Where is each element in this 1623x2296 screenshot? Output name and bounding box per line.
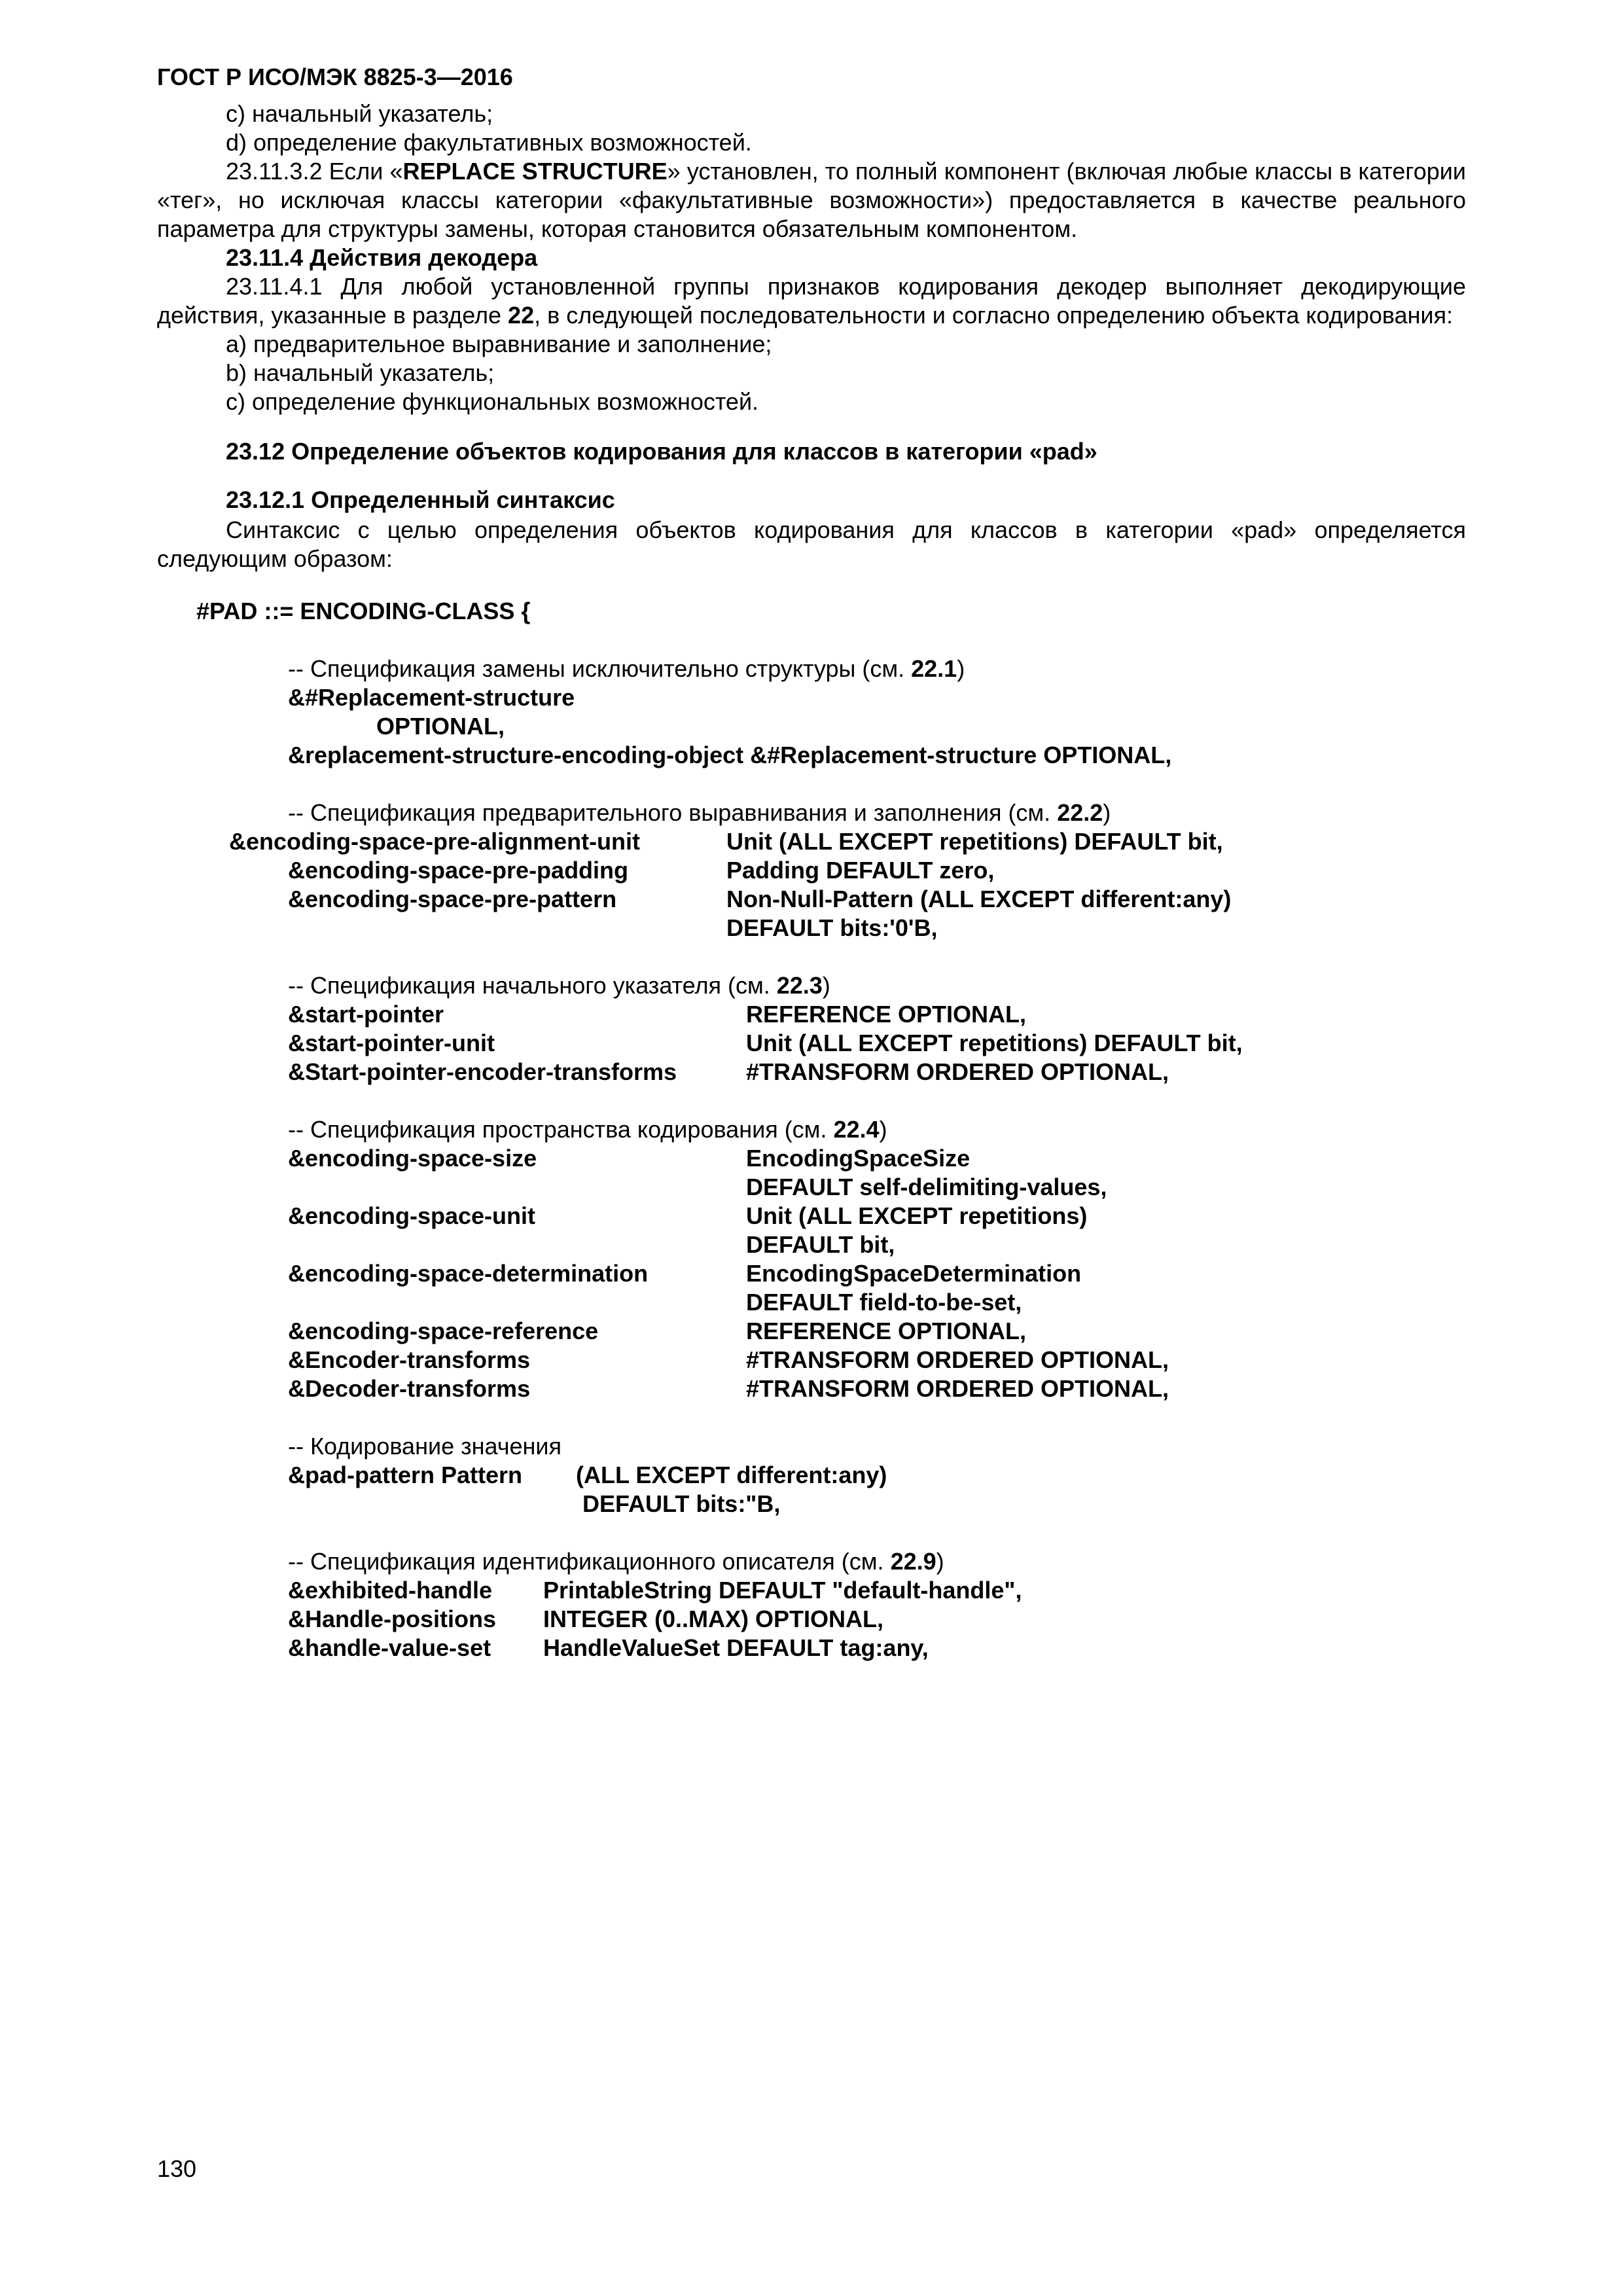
asn1-code-block [157, 597, 1466, 1662]
code-text: DEFAULT bits:"B, [582, 1490, 781, 1517]
code-comment: ) [879, 1116, 887, 1143]
code-text: Non-Null-Pattern (ALL EXCEPT different:any) [726, 886, 1232, 912]
page-number: 130 [157, 2155, 197, 2182]
code-text: &Decoder-transforms [288, 1375, 531, 1402]
code-line [157, 1115, 1466, 1144]
code-text: &start-pointer-unit [288, 1030, 495, 1056]
code-line [157, 597, 1466, 626]
code-text: INTEGER (0..MAX) OPTIONAL, [543, 1605, 884, 1632]
code-comment: ) [936, 1548, 944, 1575]
code-comment: -- Спецификация идентификационного описателя (см. [288, 1548, 891, 1575]
code-comment: -- Спецификация пространства кодирования (см. [288, 1116, 834, 1143]
list-item: c) определение функциональных возможностей. [226, 388, 759, 415]
code-text: EncodingSpaceSize [746, 1145, 971, 1172]
subsection-heading: 23.12.1 Определенный синтаксис [226, 486, 615, 513]
paragraph-text: 23.11.4.1 Для любой установленной группы признаков кодирования декодер выполняет декодирующие действия, указанные в разделе [157, 273, 1466, 329]
code-text: REFERENCE OPTIONAL, [746, 1001, 1027, 1028]
paragraph [157, 157, 1466, 243]
code-line [157, 1576, 1466, 1605]
code-text: #TRANSFORM ORDERED OPTIONAL, [746, 1058, 1169, 1085]
code-line [157, 885, 1466, 914]
code-text: #TRANSFORM ORDERED OPTIONAL, [746, 1375, 1169, 1402]
code-line [157, 1490, 1466, 1518]
code-line [157, 683, 1466, 712]
code-comment: -- Спецификация начального указателя (см. [288, 972, 777, 999]
code-comment: -- Спецификация замены исключительно структуры (см. [288, 655, 912, 682]
code-text: &exhibited-handle [288, 1577, 493, 1604]
code-text: &handle-value-set [288, 1634, 491, 1661]
code-text: Unit (ALL EXCEPT repetitions) DEFAULT bit, [726, 828, 1223, 855]
code-text: &encoding-space-pre-padding [288, 857, 629, 884]
code-text: &Start-pointer-encoder-transforms [288, 1058, 677, 1085]
code-text: DEFAULT bits:'0'B, [726, 914, 938, 941]
code-line [157, 1058, 1466, 1086]
code-text: EncodingSpaceDetermination [746, 1260, 1082, 1287]
code-comment: ) [1103, 799, 1111, 826]
code-text: DEFAULT self-delimiting-values, [746, 1174, 1107, 1200]
code-text: &replacement-structure-encoding-object &#Replacement-structure OPTIONAL, [288, 742, 1172, 768]
code-line [157, 1259, 1466, 1288]
code-text: &encoding-space-determination [288, 1260, 649, 1287]
code-line [157, 1547, 1466, 1576]
page-header: ГОСТ Р ИСО/МЭК 8825-3—2016 [157, 63, 513, 90]
code-line [157, 655, 1466, 683]
code-comment: ) [822, 972, 830, 999]
list-item: a) предварительное выравнивание и заполнение; [226, 331, 772, 357]
code-line [157, 1000, 1466, 1029]
page-content [157, 99, 1466, 1662]
code-line [157, 1432, 1466, 1461]
code-line [157, 1317, 1466, 1346]
code-text: &#Replacement-structure [288, 684, 575, 711]
code-text: REFERENCE OPTIONAL, [746, 1318, 1027, 1344]
code-text: &encoding-space-pre-alignment-unit [229, 828, 641, 855]
code-text: DEFAULT bit, [746, 1231, 895, 1258]
code-line [157, 1634, 1466, 1662]
code-line [157, 1173, 1466, 1202]
code-text: #TRANSFORM ORDERED OPTIONAL, [746, 1346, 1169, 1373]
list-item: d) определение факультативных возможностей. [226, 129, 752, 156]
code-line [157, 1144, 1466, 1173]
code-line [157, 1346, 1466, 1374]
paragraph-text: » установлен, то полный компонент (включая любые классы в категории «тег», но исключая классы категории «факультативные возможности») предоставляется в качестве реального параметра для структуры замены, которая становится обязательным компонентом. [157, 158, 1467, 242]
paragraph-text: 23.11.3.2 Если « [226, 158, 403, 185]
code-text: &Handle-positions [288, 1605, 497, 1632]
code-text: &encoding-space-reference [288, 1318, 599, 1344]
section-heading: 23.12 Определение объектов кодирования для классов в категории «pad» [226, 438, 1097, 465]
code-line [157, 827, 1466, 856]
code-text: &Encoder-transforms [288, 1346, 531, 1373]
code-text: Padding DEFAULT zero, [726, 857, 995, 884]
code-line [157, 856, 1466, 885]
code-text: &start-pointer [288, 1001, 444, 1028]
clause-reference: 22.2 [1057, 799, 1103, 826]
clause-reference: 22.3 [776, 972, 823, 999]
code-text: (ALL EXCEPT different:any) [576, 1462, 887, 1488]
code-line [157, 1374, 1466, 1403]
clause-reference: 22.1 [911, 655, 957, 682]
subheading: 23.11.4 Действия декодера [226, 244, 538, 271]
code-text: &encoding-space-unit [288, 1202, 536, 1229]
code-line [157, 1202, 1466, 1230]
code-line [157, 1461, 1466, 1490]
code-line [157, 1288, 1466, 1317]
code-text: DEFAULT field-to-be-set, [746, 1289, 1022, 1316]
code-comment: -- Спецификация предварительного выравнивания и заполнения (см. [288, 799, 1058, 826]
code-text: &pad-pattern Pattern [288, 1462, 523, 1488]
code-text: PrintableString DEFAULT "default-handle", [543, 1577, 1022, 1604]
code-text: Unit (ALL EXCEPT repetitions) DEFAULT bit, [746, 1030, 1243, 1056]
code-line [157, 914, 1466, 942]
code-line [157, 741, 1466, 770]
code-text: &encoding-space-size [288, 1145, 537, 1172]
code-text: Unit (ALL EXCEPT repetitions) [746, 1202, 1088, 1229]
code-text: OPTIONAL, [376, 713, 505, 740]
code-line [157, 1230, 1466, 1259]
paragraph: Синтаксис с целью определения объектов кодирования для классов в категории «pad» определяется следующим образом: [157, 516, 1466, 572]
paragraph-text: , в следующей последовательности и согласно определению объекта кодирования: [534, 302, 1454, 329]
clause-reference: 22 [508, 302, 535, 329]
code-text: &encoding-space-pre-pattern [288, 886, 617, 912]
paragraph [157, 272, 1466, 330]
list-item: b) начальный указатель; [226, 359, 495, 386]
code-line [157, 1029, 1466, 1058]
clause-reference: 22.9 [890, 1548, 936, 1575]
code-comment: ) [957, 655, 965, 682]
list-item: c) начальный указатель; [226, 100, 493, 127]
code-line [157, 712, 1466, 741]
code-line [157, 971, 1466, 1000]
code-text: #PAD ::= ENCODING-CLASS { [196, 598, 531, 624]
code-comment: -- Кодирование значения [288, 1433, 562, 1460]
code-text: HandleValueSet DEFAULT tag:any, [543, 1634, 929, 1661]
code-line [157, 1605, 1466, 1634]
keyword: REPLACE STRUCTURE [402, 158, 668, 185]
code-line [157, 798, 1466, 827]
clause-reference: 22.4 [833, 1116, 880, 1143]
